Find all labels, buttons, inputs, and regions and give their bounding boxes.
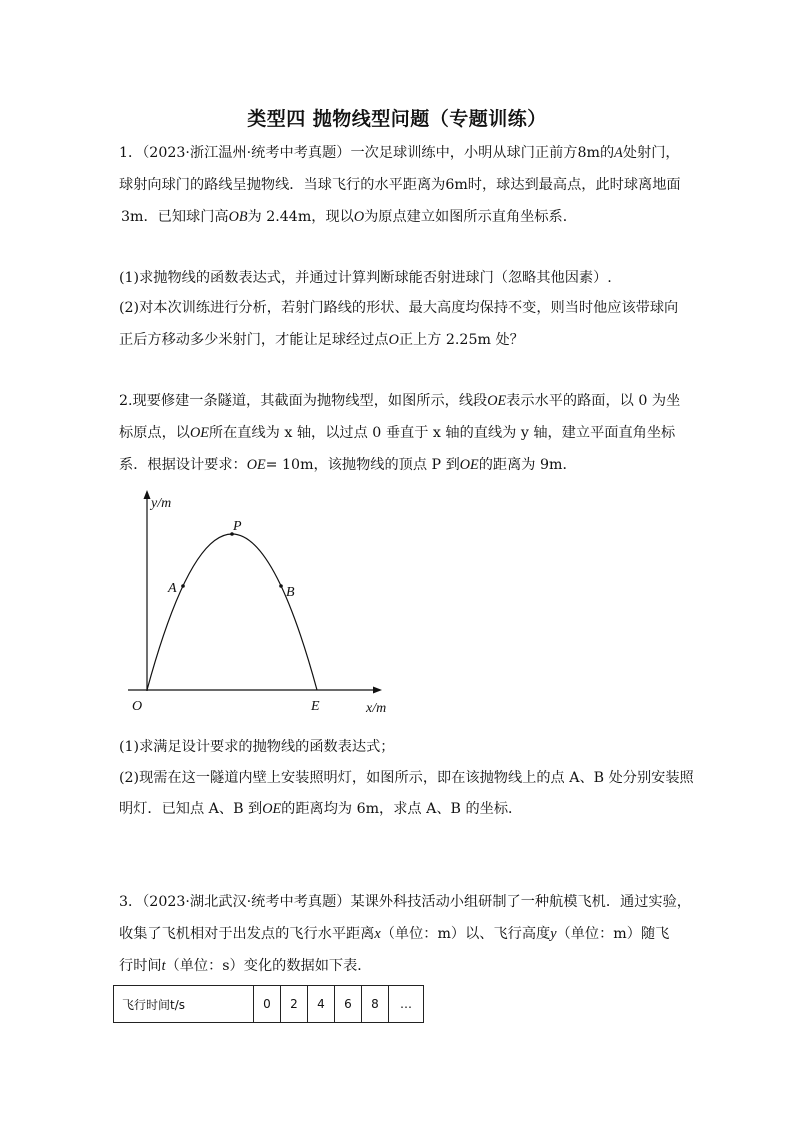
x-axis-arrow (373, 687, 382, 694)
q1-sub-1: (1)求抛物线的函数表达式，并通过计算判断球能否射进球门（忽略其他因素）. (119, 270, 612, 286)
y-axis-label: y/m (151, 496, 172, 511)
x-axis-label: x/m (366, 701, 387, 716)
q2-sub-2b-3: 的距离均为 6m，求点 A、B 的坐标． (281, 801, 523, 817)
q1-line-1-text: 1．（2023·浙江温州·统考中考真题）一次足球训练中，小明从球门正前方8m的 (119, 145, 615, 161)
q1-sub-2a: (2)对本次训练进行分析，若射门路线的形状、最大高度均保持不变，则当时他应该带球向 (119, 300, 679, 316)
q2-oe-3: OE (246, 457, 266, 473)
q3-line-2c: （单位：m）以、飞行高度 (380, 926, 551, 942)
y-axis-arrow (144, 490, 151, 499)
q3-line-1: 3．（2023·湖北武汉·统考中考真题）某课外科技活动小组研制了一种航模飞机．通过实验， (119, 894, 691, 910)
q2-line-1 (119, 391, 680, 411)
q1-ob: OB (228, 209, 248, 225)
q2-sub-1: (1)求满足设计要求的抛物线的函数表达式； (119, 739, 395, 755)
point-a-label: A (168, 581, 177, 596)
q2-line-2c: 所在直线为 x 轴，以过点 0 垂直于 x 轴的直线为 y 轴，建立平面直角坐标 (208, 425, 676, 441)
q1-line-3 (121, 207, 577, 227)
q1-line-2: 球射向球门的路线呈抛物线．当球飞行的水平距离为6m时，球达到最高点，此时球离地面 (119, 177, 681, 193)
parabola-figure (118, 488, 408, 720)
table-cell: 6 (335, 986, 362, 1023)
q2-sub-2b (119, 799, 522, 819)
q1-sub-2b-1: 正后方移动多少米射门，才能让足球经过点 (119, 332, 389, 348)
q1-line-3c: 为 2.44m，现以 (247, 209, 354, 225)
q3-line-3c: （单位：s）变化的数据如下表． (165, 958, 372, 974)
point-b (279, 584, 283, 588)
q1-line-3a: 3m．已知球门高 (121, 209, 229, 225)
q2-line-3a: 系．根据设计要求： (119, 457, 247, 473)
q3-var-t: t (161, 958, 166, 974)
point-a (181, 584, 185, 588)
q2-sub-2b-1: 明灯．已知点 A、B 到 (119, 801, 263, 817)
point-e-label: E (311, 699, 320, 714)
q2-line-2 (119, 423, 675, 443)
table-cell: … (389, 986, 424, 1023)
q3-line-3a: 行时间 (119, 958, 162, 974)
q1-sub-2b (119, 330, 524, 350)
q2-line-1c: 表示水平的路面，以 0 为坐 (506, 393, 681, 409)
q2-oe-5: OE (262, 801, 282, 817)
q1-sub-2b-3: 正上方 2.25m 处？ (398, 332, 524, 348)
q2-line-3 (119, 455, 577, 475)
q2-oe-1: OE (487, 393, 507, 409)
q3-line-3 (119, 956, 371, 976)
table-cell: 8 (362, 986, 389, 1023)
vertex-label: P (233, 519, 242, 534)
q1-point-a: A (614, 145, 623, 161)
q2-line-1a: 2.现要修建一条隧道，其截面为抛物线型，如图所示，线段 (119, 393, 488, 409)
table-header-cell: 飞行时间t/s (114, 986, 254, 1023)
q3-line-2e: （单位：m）随飞 (556, 926, 670, 942)
flight-data-table (113, 985, 424, 1023)
table-row (114, 986, 424, 1023)
q2-line-3c: = 10m，该抛物线的顶点 P 到 (265, 457, 460, 473)
q1-line-3e: 为原点建立如图所示直角坐标系． (364, 209, 577, 225)
table-cell: 4 (308, 986, 335, 1023)
q2-sub-2a: (2)现需在这一隧道内壁上安装照明灯，如图所示，即在该抛物线上的点 A、B 处分别安装照 (119, 770, 694, 786)
q1-o: O (353, 209, 365, 225)
table-cell: 0 (254, 986, 281, 1023)
point-b-label: B (286, 585, 295, 600)
q3-var-y: y (550, 926, 557, 942)
q2-oe-4: OE (459, 457, 479, 473)
q1-sub-2b-o: O (388, 332, 399, 348)
q1-line-1-tail: 处射门， (622, 145, 680, 161)
origin-label: O (132, 699, 143, 714)
q2-line-3e: 的距离为 9m． (478, 457, 577, 473)
q1-line-1 (119, 143, 680, 163)
q3-line-2a: 收集了飞机相对于出发点的飞行水平距离 (119, 926, 375, 942)
q2-oe-2: OE (189, 425, 209, 441)
parabola-curve (147, 534, 317, 690)
q3-line-2 (119, 924, 669, 944)
q3-var-x: x (374, 926, 381, 942)
page-title: 类型四 抛物线型问题（专题训练） (247, 108, 547, 130)
table-cell: 2 (281, 986, 308, 1023)
q2-line-2a: 标原点，以 (119, 425, 190, 441)
